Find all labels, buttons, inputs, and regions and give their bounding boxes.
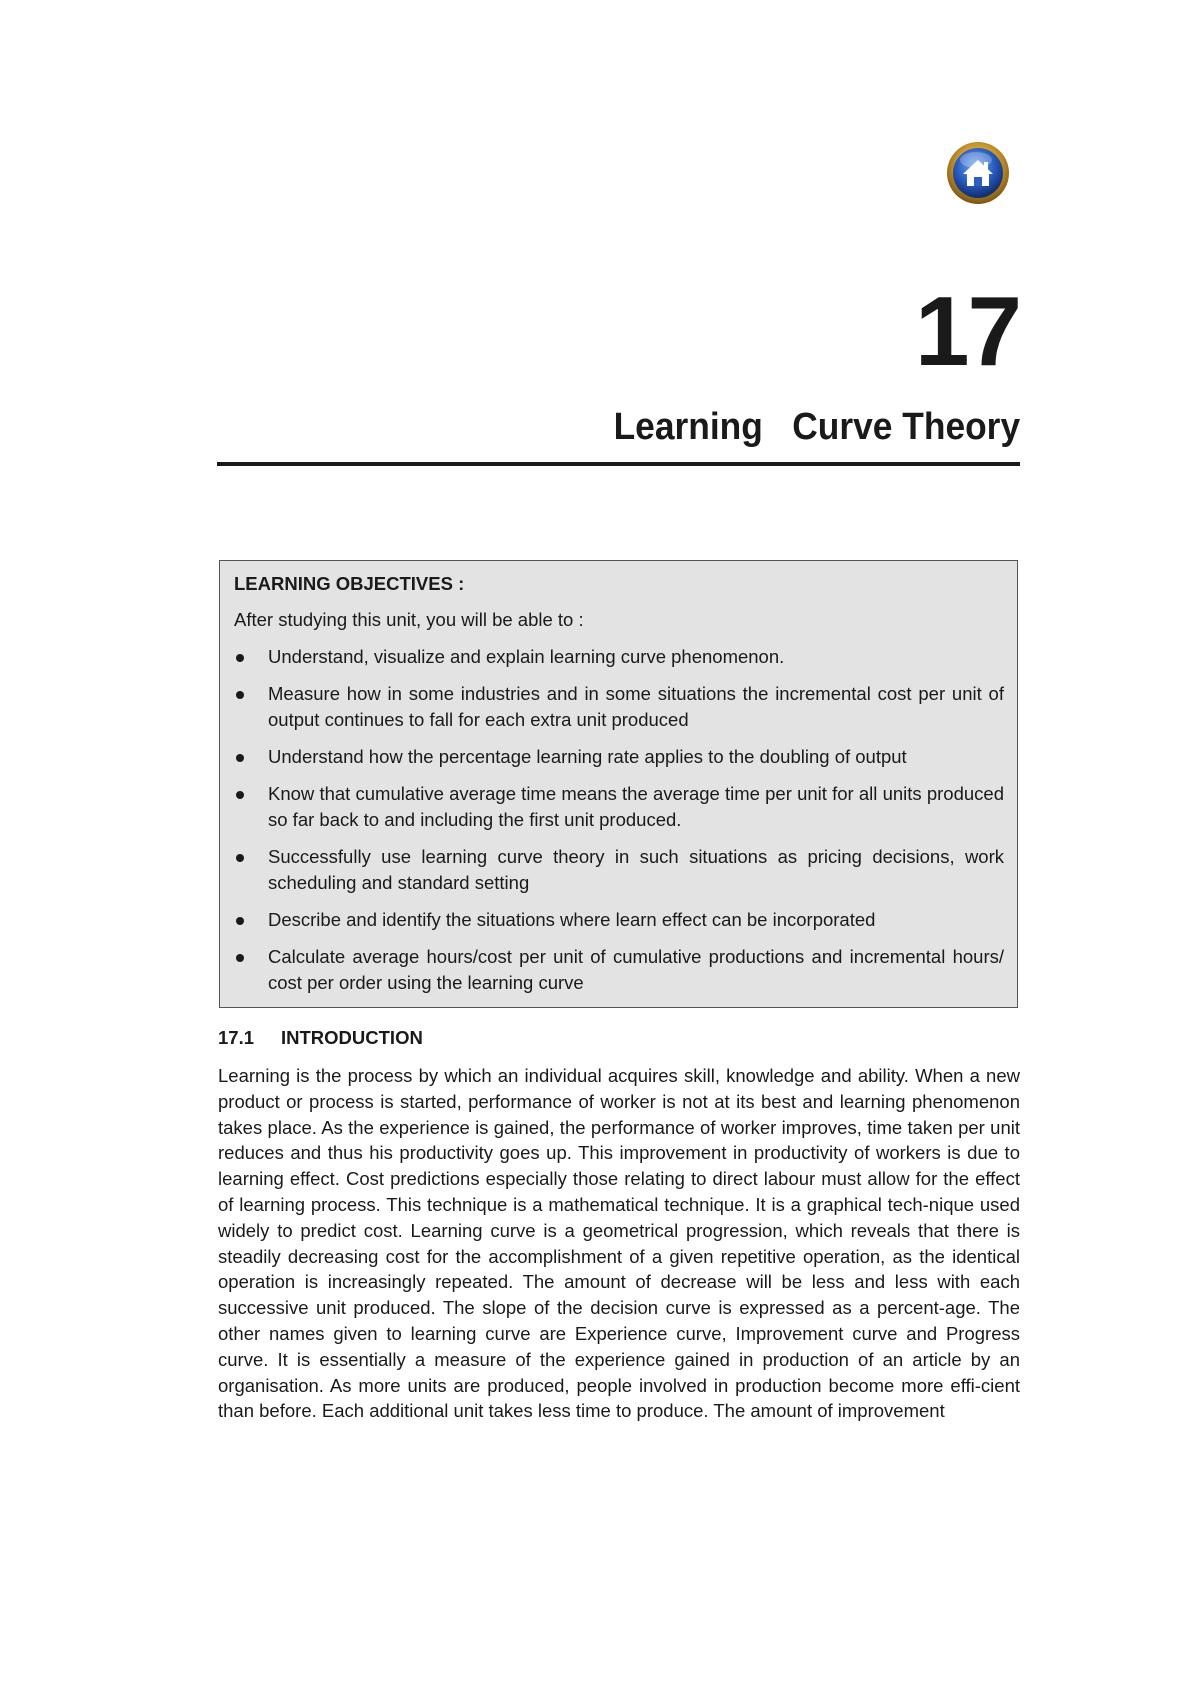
section-number: 17.1 <box>218 1027 255 1048</box>
objective-text: Measure how in some industries and in some situations the incremental cost per unit of output continues to fall for each extra unit produced <box>268 683 1004 730</box>
objective-item <box>234 844 1004 896</box>
objectives-intro: After studying this unit, you will be able to : <box>234 609 584 630</box>
bullet-icon <box>236 917 244 925</box>
bullet-icon <box>236 791 244 799</box>
chapter-title: Learning Curve Theory <box>613 406 1020 448</box>
chapter-number: 17 <box>914 276 1020 386</box>
objectives-heading: LEARNING OBJECTIVES : <box>234 573 465 594</box>
bullet-icon <box>236 954 244 962</box>
objective-item <box>234 907 1004 933</box>
title-divider <box>217 462 1020 466</box>
bullet-icon <box>236 654 244 662</box>
objective-item <box>234 781 1004 833</box>
section-title: INTRODUCTION <box>281 1027 423 1048</box>
introduction-paragraph: Learning is the process by which an individual acquires skill, knowledge and ability. When a new product or process is started, performance of worker is not at its best and learning phenomenon takes place. As the experience is gained, the performance of worker improves, time taken per unit reduces and thus his productivity goes up. This improvement in productivity of workers is due to learning effect. Cost predictions especially those relating to direct labour must allow for the effect of learning process. This technique is a mathematical technique. It is a graphical tech-nique used widely to predict cost. Learning curve is a geometrical progression, which reveals that there is steadily decreasing cost for the accomplishment of a given repetitive operation, as the identical operation is increasingly repeated. The amount of decrease will be less and less with each successive unit produced. The slope of the decision curve is expressed as a percent-age. The other names given to learning curve are Experience curve, Improvement curve and Progress curve. It is essentially a measure of the experience gained in production of an article by an organisation. As more units are produced, people involved in production become more effi-cient than before. Each additional unit takes less time to produce. The amount of improvement <box>218 1065 1020 1422</box>
objective-item <box>234 744 1004 770</box>
objective-item <box>234 644 1004 670</box>
objective-text: Describe and identify the situations where learn effect can be incorporated <box>268 909 876 930</box>
home-icon[interactable] <box>946 141 1010 205</box>
objective-text: Understand how the percentage learning rate applies to the doubling of output <box>268 746 907 767</box>
objective-item <box>234 944 1004 996</box>
objective-text: Understand, visualize and explain learning curve phenomenon. <box>268 646 785 667</box>
objective-text: Calculate average hours/cost per unit of cumulative productions and incremental hours/ cost per order using the learning curve <box>268 946 1004 993</box>
objective-text: Know that cumulative average time means the average time per unit for all units produced so far back to and including the first unit produced. <box>268 783 1004 830</box>
objective-item <box>234 681 1004 733</box>
objective-text: Successfully use learning curve theory in such situations as pricing decisions, work scheduling and standard setting <box>268 846 1004 893</box>
section-heading <box>218 1027 423 1049</box>
bullet-icon <box>236 854 244 862</box>
bullet-icon <box>236 754 244 762</box>
bullet-icon <box>236 691 244 699</box>
objectives-list <box>234 644 1004 996</box>
home-icon-graphic <box>946 141 1010 205</box>
learning-objectives-box <box>219 560 1018 1008</box>
